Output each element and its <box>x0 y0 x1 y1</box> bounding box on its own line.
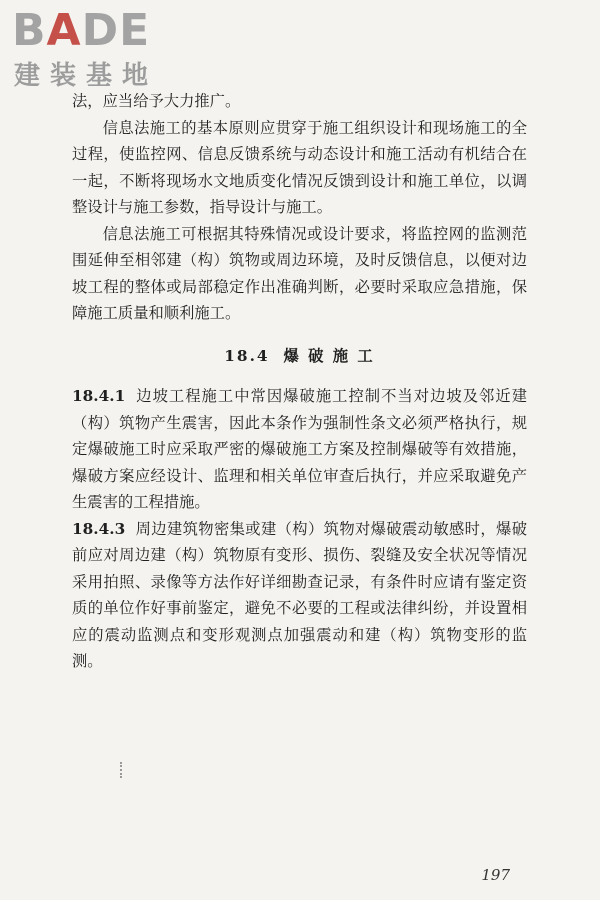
clause <box>72 383 527 516</box>
clause <box>72 516 527 675</box>
watermark-logo <box>12 6 182 92</box>
scan-artifact <box>120 762 124 778</box>
clause-text: 周边建筑物密集或建（构）筑物对爆破震动敏感时，爆破前应对周边建（构）筑物原有变形、损伤、裂缝及安全状况等情况采用拍照、录像等方法作好详细勘查记录，有条件时应请有鉴定资质的单位作好事前鉴定，避免不必要的工程或法律纠纷，并设置相应的震动监测点和变形观测点加强震动和建（构）筑物变形的监测。 <box>72 519 527 670</box>
clause-number: 18.4.1 <box>72 387 126 405</box>
section-title: 爆 破 施 工 <box>283 346 375 365</box>
clause-text: 边坡工程施工中常因爆破施工控制不当对边坡及邻近建（构）筑物产生震害，因此本条作为强制性条文必须严格执行，规定爆破施工时应采取严密的爆破施工方案及控制爆破等有效措施，爆破方案应经设计、监理和相关单位审查后执行，并应采取避免产生震害的工程措施。 <box>72 387 527 511</box>
logo-subtitle: 建装基地 <box>14 61 159 91</box>
clause-number: 18.4.3 <box>72 519 126 538</box>
paragraph-continued: 法，应当给予大力推广。 <box>72 92 241 110</box>
page-number: 197 <box>481 866 510 884</box>
paragraph: 信息法施工的基本原则应贯穿于施工组织设计和现场施工的全过程，使监控网、信息反馈系统与动态设计和施工活动有机结合在一起，不断将现场水文地质变化情况反馈到设计和施工单位，以调整设计与施工参数，指导设计与施工。 <box>72 118 527 216</box>
paragraph: 信息法施工可根据其特殊情况或设计要求，将监控网的监测范围延伸至相邻建（构）筑物或周边环境，及时反馈信息，以便对边坡工程的整体或局部稳定作出准确判断，必要时采取应急措施，保障施工质量和顺利施工。 <box>72 224 527 322</box>
logo-wordmark: BADE <box>12 5 151 56</box>
section-heading <box>72 343 527 370</box>
document-body <box>72 88 527 675</box>
section-number: 18.4 <box>224 346 270 365</box>
